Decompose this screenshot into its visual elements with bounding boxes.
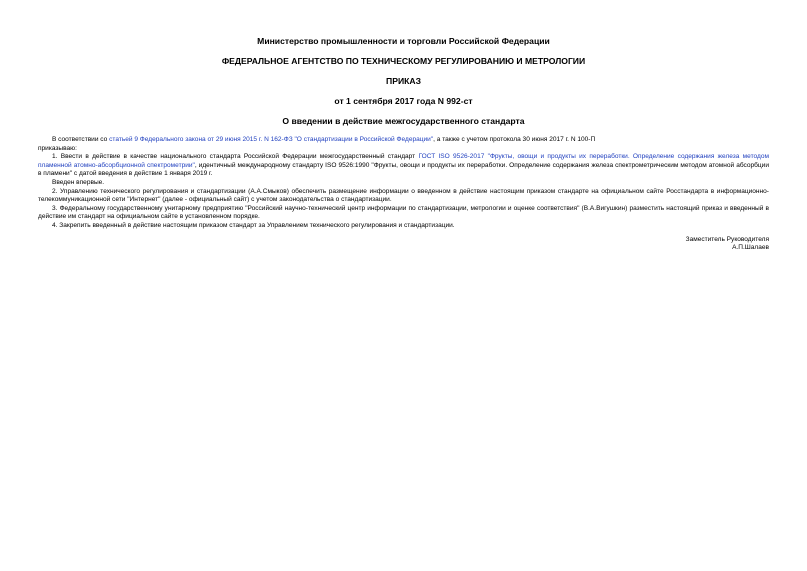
item-1-start: 1. Ввести в действие в качестве национального стандарта Российской Федерации межгосударственный стандарт [52, 153, 419, 161]
item-1-note: Введен впервые. [52, 178, 105, 186]
signature-position: Заместитель Руководителя [685, 235, 769, 243]
item-1-end: , идентичный международному стандарту ISO 9526:1990 "Фрукты, овощи и продукты их переработки. Определение содержания железа спектрометрическим методом атомной абсорбции в пламени" с датой введения в действие 1 января 2019 г. [38, 161, 769, 178]
signature-block [38, 236, 769, 253]
item-1-paragraph [38, 153, 769, 179]
subject-heading: О введении в действие межгосударственного стандарта [282, 116, 525, 126]
preamble-start: В соответствии со [52, 136, 110, 143]
item-2-paragraph: 2. Управлению технического регулирования и стандартизации (А.А.Смыков) обеспечить размещение информации о введенном в действие настоящим приказом стандарте на официальном сайте Росстандарта в информационно-телекоммуникационной сети "Интернет" (далее - официальный сайт) с учетом законодательства о стандартизации. [38, 187, 769, 204]
doc-type-heading: ПРИКАЗ [386, 76, 421, 86]
item-3-paragraph: 3. Федеральному государственному унитарному предприятию "Российский научно-технический центр информации по стандартизации, метрологии и оценке соответствия" (В.А.Вигушкин) разместить настоящий приказ и введенный в действие им стандарт на официальном сайте в установленном порядке. [38, 204, 769, 221]
signature-name: А.П.Шалаев [732, 244, 769, 252]
preamble-end: , а также с учетом протокола 30 июня 2017 г. N 100-П [433, 136, 596, 143]
order-word: приказываю: [38, 144, 77, 152]
ministry-heading: Министерство промышленности и торговли Российской Федерации [257, 36, 550, 46]
preamble-paragraph [38, 136, 769, 145]
standard-link[interactable]: ГОСТ ISO 9526-2017 "Фрукты, овощи и продукты их переработки. Определение содержания железа методом пламенной атомно-абсорбционной спектрометрии" [38, 153, 769, 169]
agency-heading: ФЕДЕРАЛЬНОЕ АГЕНТСТВО ПО ТЕХНИЧЕСКОМУ РЕГУЛИРОВАНИЮ И МЕТРОЛОГИИ [221, 56, 586, 66]
document-body [38, 136, 769, 231]
item-4-paragraph: 4. Закрепить введенный в действие настоящим приказом стандарт за Управлением технического регулирования и стандартизации. [52, 221, 455, 229]
law-link[interactable]: статьей 9 Федерального закона от 29 июня 2015 г. N 162-ФЗ "О стандартизации в Российской Федерации" [109, 136, 434, 143]
date-number-heading: от 1 сентября 2017 года N 992-ст [334, 96, 473, 106]
